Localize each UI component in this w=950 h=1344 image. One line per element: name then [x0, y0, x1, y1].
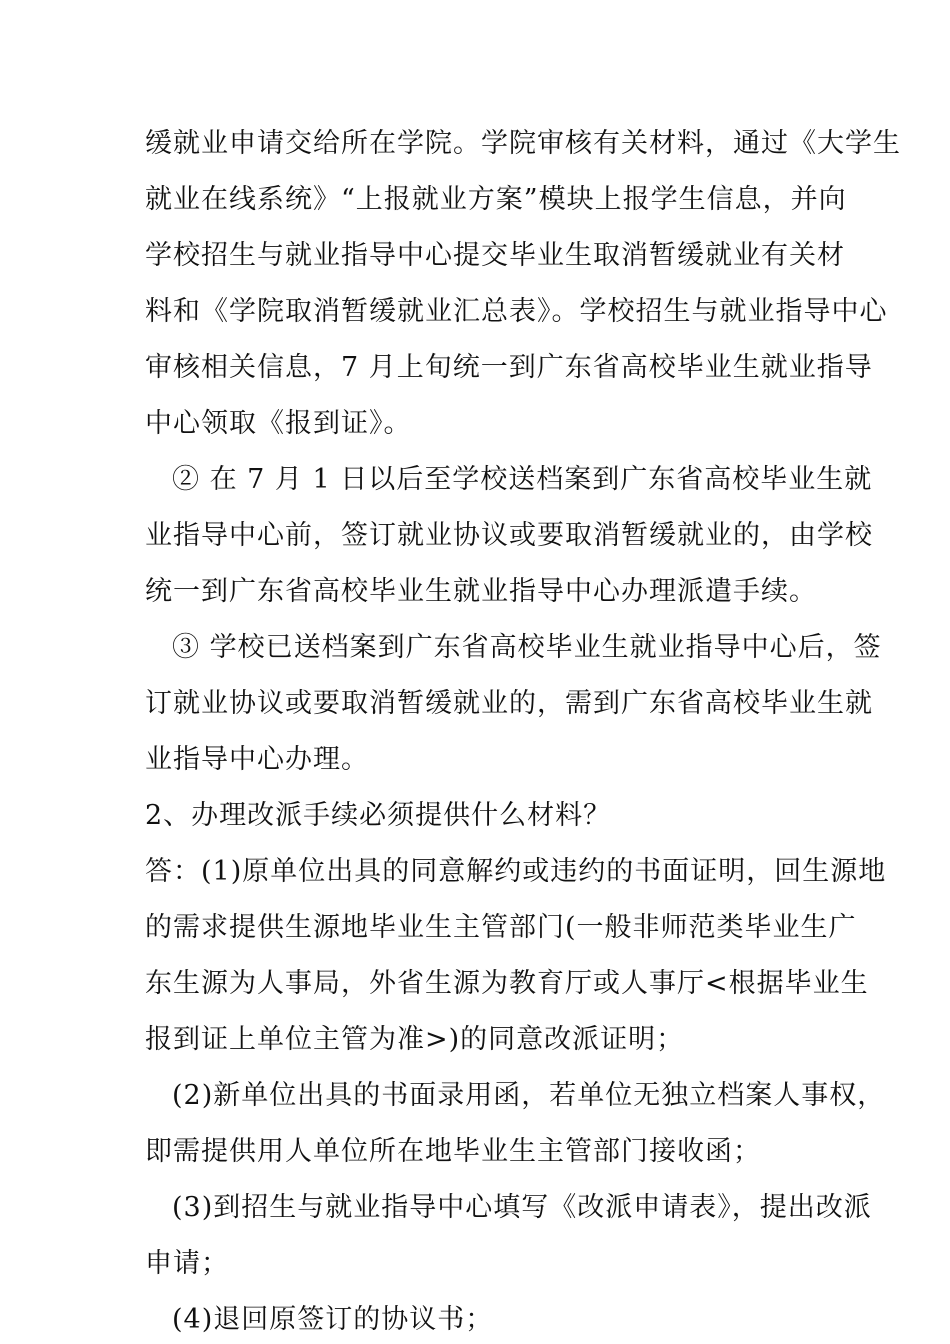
text-line: 中心领取《报到证》。 [145, 408, 412, 439]
text-line: 答：(1)原单位出具的同意解约或违约的书面证明，回生源地 [145, 856, 887, 887]
text-line: 统一到广东省高校毕业生就业指导中心办理派遣手续。 [145, 576, 817, 607]
text-line: (4)退回原签订的协议书； [172, 1304, 494, 1335]
text-line: 订就业协议或要取消暂缓就业的，需到广东省高校毕业生就 [145, 688, 873, 719]
text-line: 料和《学院取消暂缓就业汇总表》。学校招生与就业指导中心 [145, 296, 888, 327]
text-line: 业指导中心前，签订就业协议或要取消暂缓就业的，由学校 [145, 520, 873, 551]
text-line: 即需提供用人单位所在地毕业生主管部门接收函； [145, 1136, 761, 1167]
text-line: 业指导中心办理。 [145, 744, 369, 775]
text-line: 学校招生与就业指导中心提交毕业生取消暂缓就业有关材 [145, 240, 845, 271]
text-line: (3)到招生与就业指导中心填写《改派申请表》，提出改派 [172, 1192, 872, 1223]
text-line: 报到证上单位主管为准>)的同意改派证明； [145, 1024, 685, 1055]
text-line: 东生源为人事局，外省生源为教育厅或人事厅<根据毕业生 [145, 968, 869, 999]
text-line: 缓就业申请交给所在学院。学院审核有关材料，通过《大学生 [145, 128, 901, 159]
text-line: 的需求提供生源地毕业生主管部门(一般非师范类毕业生广 [145, 912, 857, 943]
text-line: (2)新单位出具的书面录用函，若单位无独立档案人事权， [172, 1080, 886, 1111]
text-line: 就业在线系统》“上报就业方案”模块上报学生信息，并向 [145, 184, 847, 215]
text-line: 申请； [145, 1248, 229, 1279]
text-line: 审核相关信息，7 月上旬统一到广东省高校毕业生就业指导 [145, 352, 873, 383]
question-heading: 2、办理改派手续必须提供什么材料？ [145, 800, 612, 831]
text-line: ③ 学校已送档案到广东省高校毕业生就业指导中心后，签 [172, 632, 882, 663]
text-line: ② 在 7 月 1 日以后至学校送档案到广东省高校毕业生就 [172, 464, 873, 495]
